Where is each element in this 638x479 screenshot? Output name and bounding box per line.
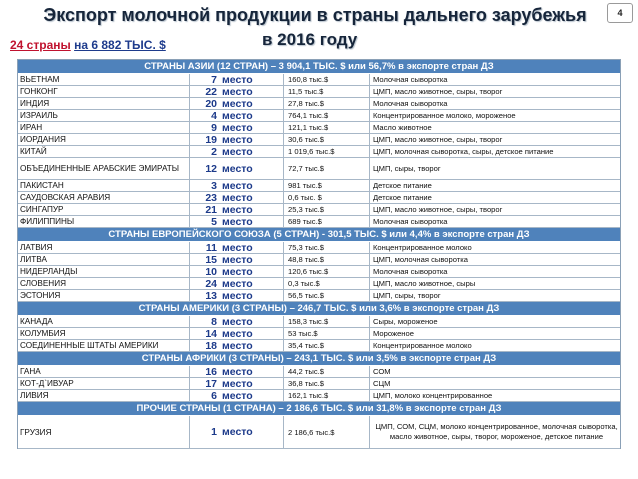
- country-cell: ИРАН: [18, 122, 190, 133]
- rank-cell: 17: [205, 378, 217, 389]
- table-row: [18, 242, 620, 254]
- country-cell: ИНДИЯ: [18, 98, 190, 109]
- product-cell: ЦМП, молочная сыворотка: [373, 255, 468, 264]
- country-cell: ИОРДАНИЯ: [18, 134, 190, 145]
- place-label: место: [220, 158, 284, 179]
- place-label: место: [220, 416, 284, 448]
- product-cell: ЦМП, масло животное, сыры, творог: [373, 135, 503, 144]
- product-cell: Масло животное: [373, 123, 432, 132]
- table-row: [18, 110, 620, 122]
- place-label: место: [220, 110, 284, 121]
- country-cell: ОБЪЕДИНЕННЫЕ АРАБСКИЕ ЭМИРАТЫ: [18, 158, 190, 179]
- place-label: место: [220, 98, 284, 109]
- country-cell: СИНГАПУР: [18, 204, 190, 215]
- place-label: место: [220, 204, 284, 215]
- table-row: [18, 216, 620, 228]
- product-cell: ЦМП, сыры, творог: [373, 291, 441, 300]
- table-row: [18, 180, 620, 192]
- product-cell: ЦМП, молочная сыворотка, сыры, детское питание: [373, 147, 554, 156]
- section-header: СТРАНЫ АМЕРИКИ (3 СТРАНЫ) – 246,7 ТЫС. $ или 3,6% в экспорте стран ДЗ: [18, 302, 620, 316]
- page-number: 4: [607, 3, 633, 23]
- amount-cell: 35,4 тыс.$: [284, 340, 370, 351]
- amount-cell: 36,8 тыс.$: [284, 378, 370, 389]
- country-cell: ФИЛИППИНЫ: [18, 216, 190, 227]
- country-cell: ИЗРАИЛЬ: [18, 110, 190, 121]
- product-cell: Молочная сыворотка: [373, 99, 448, 108]
- table-row: [18, 378, 620, 390]
- rank-cell: 12: [205, 162, 217, 175]
- amount-cell: 53 тыс.$: [284, 328, 370, 339]
- rank-cell: 15: [205, 254, 217, 265]
- summary-countries: 24 страны: [10, 38, 71, 52]
- table-row: [18, 266, 620, 278]
- place-label: место: [220, 146, 284, 157]
- table-row: [18, 366, 620, 378]
- amount-cell: 689 тыс.$: [284, 216, 370, 227]
- section-header: СТРАНЫ АЗИИ (12 СТРАН) – 3 904,1 ТЫС. $ или 56,7% в экспорте стран ДЗ: [18, 60, 620, 74]
- section-header: СТРАНЫ АФРИКИ (3 СТРАНЫ) – 243,1 ТЫС. $ или 3,5% в экспорте стран ДЗ: [18, 352, 620, 366]
- summary: [10, 38, 166, 52]
- place-label: место: [220, 216, 284, 227]
- place-label: место: [220, 266, 284, 277]
- place-label: место: [220, 86, 284, 97]
- amount-cell: 44,2 тыс.$: [284, 366, 370, 377]
- country-cell: САУДОВСКАЯ АРАВИЯ: [18, 192, 190, 203]
- table-row: [18, 290, 620, 302]
- section-header: ПРОЧИЕ СТРАНЫ (1 СТРАНА) – 2 186,6 ТЫС. $ или 31,8% в экспорте стран ДЗ: [18, 402, 620, 416]
- country-cell: ГАНА: [18, 366, 190, 377]
- rank-cell: 7: [211, 74, 217, 85]
- rank-cell: 8: [211, 316, 217, 327]
- rank-cell: 6: [211, 390, 217, 401]
- place-label: место: [220, 378, 284, 389]
- rank-cell: 13: [205, 290, 217, 301]
- product-cell: ЦМП, масло животное, сыры, творог: [373, 87, 503, 96]
- place-label: место: [220, 290, 284, 301]
- rank-cell: 18: [205, 340, 217, 351]
- table-row: [18, 98, 620, 110]
- rank-cell: 21: [205, 204, 217, 215]
- amount-cell: 72,7 тыс.$: [284, 158, 370, 179]
- rank-cell: 14: [205, 328, 217, 339]
- country-cell: ГОНКОНГ: [18, 86, 190, 97]
- product-cell: ЦМП, молоко концентрированное: [373, 391, 493, 400]
- table-row: [18, 390, 620, 402]
- product-cell: ЦМП, сыры, творог: [373, 164, 441, 173]
- summary-amount: на 6 882 ТЫС. $: [74, 38, 166, 52]
- rank-cell: 1: [211, 426, 217, 438]
- country-cell: КОЛУМБИЯ: [18, 328, 190, 339]
- country-cell: ВЬЕТНАМ: [18, 74, 190, 85]
- product-cell: Детское питание: [373, 181, 432, 190]
- country-cell: ГРУЗИЯ: [18, 416, 190, 448]
- table-row: [18, 158, 620, 180]
- place-label: место: [220, 74, 284, 85]
- rank-cell: 3: [211, 180, 217, 191]
- table-row: [18, 122, 620, 134]
- country-cell: ЛИТВА: [18, 254, 190, 265]
- amount-cell: 25,3 тыс.$: [284, 204, 370, 215]
- amount-cell: 11,5 тыс.$: [284, 86, 370, 97]
- product-cell: ЦМП, масло животное, сыры, творог: [373, 205, 503, 214]
- amount-cell: 1 019,6 тыс.$: [284, 146, 370, 157]
- product-cell: Молочная сыворотка: [373, 217, 448, 226]
- amount-cell: 75,3 тыс.$: [284, 242, 370, 253]
- product-cell: СЦМ: [373, 379, 391, 388]
- rank-cell: 4: [211, 110, 217, 121]
- country-cell: ПАКИСТАН: [18, 180, 190, 191]
- place-label: место: [220, 390, 284, 401]
- table-row: [18, 254, 620, 266]
- rank-cell: 20: [205, 98, 217, 109]
- country-cell: СЛОВЕНИЯ: [18, 278, 190, 289]
- amount-cell: 764,1 тыс.$: [284, 110, 370, 121]
- amount-cell: 162,1 тыс.$: [284, 390, 370, 401]
- country-cell: НИДЕРЛАНДЫ: [18, 266, 190, 277]
- country-cell: ЭСТОНИЯ: [18, 290, 190, 301]
- amount-cell: 48,8 тыс.$: [284, 254, 370, 265]
- country-cell: СОЕДИНЕННЫЕ ШТАТЫ АМЕРИКИ: [18, 340, 190, 351]
- place-label: место: [220, 340, 284, 351]
- product-cell: ЦМП, СОМ, СЦМ, молоко концентрированное, молочная сыворотка, масло животное, сыры, творог, мороженое, детское питание: [375, 422, 618, 441]
- table-row: [18, 134, 620, 146]
- country-cell: ЛАТВИЯ: [18, 242, 190, 253]
- table-row: [18, 192, 620, 204]
- amount-cell: 121,1 тыс.$: [284, 122, 370, 133]
- table-row: [18, 340, 620, 352]
- country-cell: КАНАДА: [18, 316, 190, 327]
- amount-cell: 30,6 тыс.$: [284, 134, 370, 145]
- amount-cell: 0,6 тыс. $: [284, 192, 370, 203]
- amount-cell: 27,8 тыс.$: [284, 98, 370, 109]
- amount-cell: 158,3 тыс.$: [284, 316, 370, 327]
- product-cell: Концентрированное молоко, мороженое: [373, 111, 516, 120]
- product-cell: Мороженое: [373, 329, 414, 338]
- place-label: место: [220, 180, 284, 191]
- place-label: место: [220, 328, 284, 339]
- rank-cell: 24: [205, 278, 217, 289]
- export-table: [17, 59, 621, 449]
- product-cell: Молочная сыворотка: [373, 75, 448, 84]
- country-cell: КИТАЙ: [18, 146, 190, 157]
- country-cell: КОТ-Д`ИВУАР: [18, 378, 190, 389]
- rank-cell: 22: [205, 86, 217, 97]
- country-cell: ЛИВИЯ: [18, 390, 190, 401]
- table-row: [18, 146, 620, 158]
- place-label: место: [220, 316, 284, 327]
- table-row: [18, 204, 620, 216]
- amount-cell: 0,3 тыс.$: [284, 278, 370, 289]
- table-row: [18, 328, 620, 340]
- place-label: место: [220, 192, 284, 203]
- page-subtitle-year: в 2016 году: [262, 30, 358, 49]
- rank-cell: 2: [211, 146, 217, 157]
- place-label: место: [220, 242, 284, 253]
- place-label: место: [220, 254, 284, 265]
- product-cell: Концентрированное молоко: [373, 341, 472, 350]
- table-row: [18, 278, 620, 290]
- product-cell: Сыры, мороженое: [373, 317, 438, 326]
- place-label: место: [220, 366, 284, 377]
- rank-cell: 11: [205, 242, 217, 253]
- rank-cell: 23: [205, 192, 217, 203]
- rank-cell: 19: [205, 134, 217, 145]
- place-label: место: [220, 278, 284, 289]
- amount-cell: 56,5 тыс.$: [284, 290, 370, 301]
- page-title: Экспорт молочной продукции в страны дальнего зарубежья: [43, 5, 587, 25]
- rank-cell: 10: [205, 266, 217, 277]
- table-row: [18, 416, 620, 449]
- product-cell: СОМ: [373, 367, 391, 376]
- table-row: [18, 74, 620, 86]
- product-cell: Молочная сыворотка: [373, 267, 448, 276]
- amount-cell: 2 186,6 тыс.$: [284, 416, 370, 448]
- table-row: [18, 316, 620, 328]
- rank-cell: 9: [211, 122, 217, 133]
- place-label: место: [220, 134, 284, 145]
- amount-cell: 160,8 тыс.$: [284, 74, 370, 85]
- product-cell: Концентрированное молоко: [373, 243, 472, 252]
- place-label: место: [220, 122, 284, 133]
- table-row: [18, 86, 620, 98]
- section-header: СТРАНЫ ЕВРОПЕЙСКОГО СОЮЗА (5 СТРАН) - 301,5 ТЫС. $ или 4,4% в экспорте стран ДЗ: [18, 228, 620, 242]
- rank-cell: 16: [205, 366, 217, 377]
- amount-cell: 981 тыс.$: [284, 180, 370, 191]
- amount-cell: 120,6 тыс.$: [284, 266, 370, 277]
- product-cell: ЦМП, масло животное, сыры: [373, 279, 476, 288]
- rank-cell: 5: [211, 216, 217, 227]
- product-cell: Детское питание: [373, 193, 432, 202]
